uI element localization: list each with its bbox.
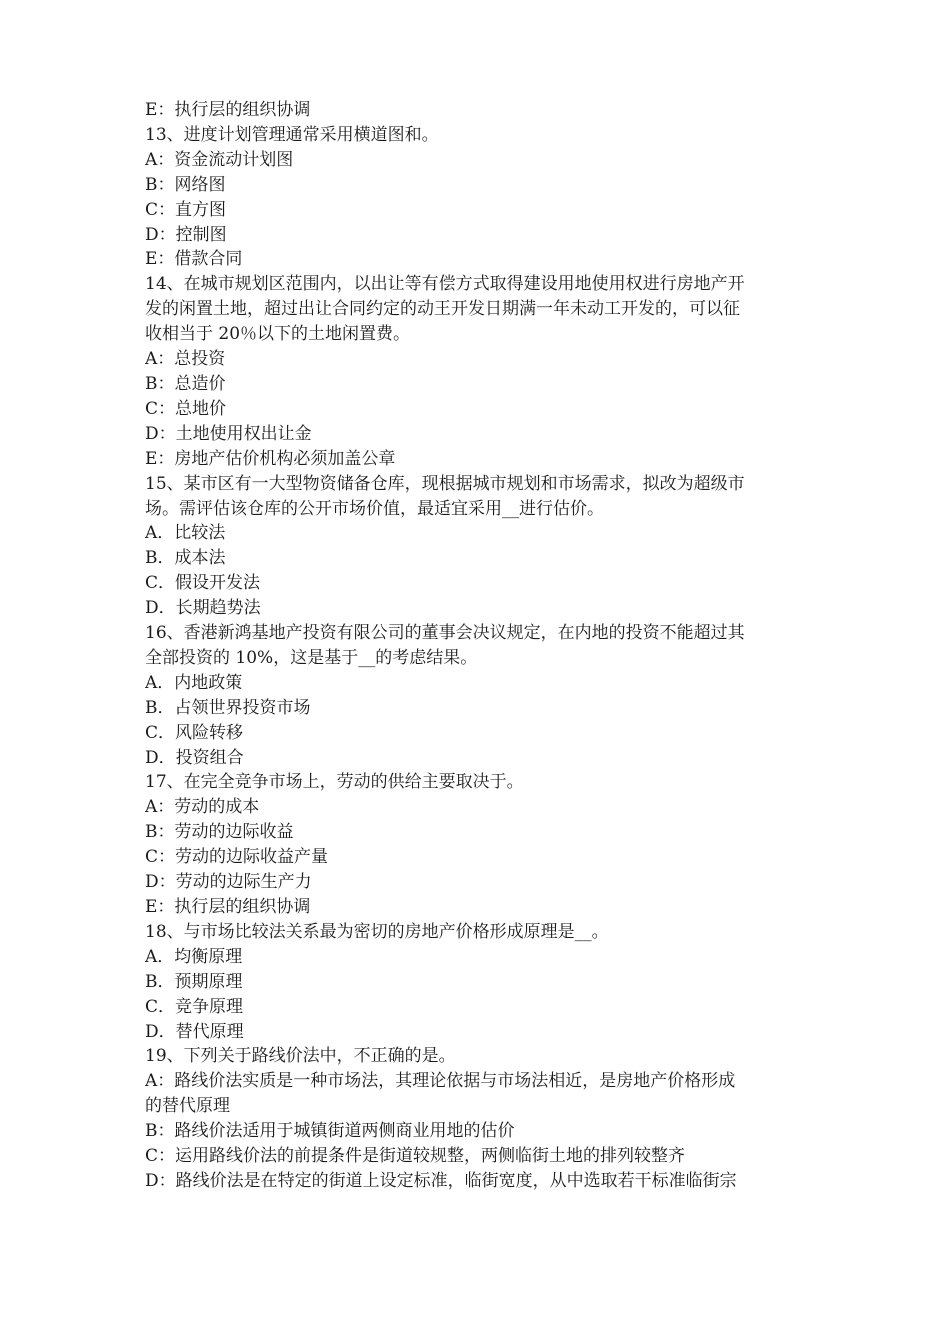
text-line: B：网络图 (145, 174, 226, 195)
text-line: C：运用路线价法的前提条件是街道较规整，两侧临街土地的排列较整齐 (145, 1146, 686, 1167)
text-line: D：劳动的边际生产力 (145, 872, 312, 893)
text-line: B．占领世界投资市场 (145, 697, 311, 718)
text-line: D．投资组合 (145, 747, 244, 768)
text-line: 全部投资的 10%，这是基于__的考虑结果。 (145, 647, 478, 668)
text-line: B．成本法 (145, 548, 226, 569)
text-line: E：房地产估价机构必须加盖公章 (145, 448, 396, 469)
text-line: B：路线价法适用于城镇街道两侧商业用地的估价 (145, 1121, 515, 1142)
text-line: 13、进度计划管理通常采用横道图和。 (145, 124, 439, 145)
text-line: 18、与市场比较法关系最为密切的房地产价格形成原理是__。 (145, 921, 609, 942)
document-body (145, 98, 813, 1194)
text-line: 的替代原理 (145, 1096, 230, 1117)
text-line: 17、在完全竞争市场上，劳动的供给主要取决于。 (145, 772, 524, 793)
text-line: C：总地价 (145, 398, 227, 419)
text-line: C．假设开发法 (145, 573, 261, 594)
text-line: B：劳动的边际收益 (145, 822, 294, 843)
text-line: 场。需评估该仓库的公开市场价值，最适宜采用__进行估价。 (145, 498, 604, 519)
text-line: A：路线价法实质是一种市场法，其理论依据与市场法相近，是房地产价格形成 (145, 1071, 736, 1092)
text-line: A．均衡原理 (145, 946, 243, 967)
text-line: A．比较法 (145, 523, 226, 544)
text-line: E：执行层的组织协调 (145, 100, 311, 120)
text-line: 19、下列关于路线价法中，不正确的是。 (145, 1046, 456, 1067)
text-line: C：劳动的边际收益产量 (145, 847, 329, 868)
text-line: C．风险转移 (145, 722, 244, 743)
text-line: C．竞争原理 (145, 996, 244, 1017)
text-line: B：总造价 (145, 373, 226, 394)
text-line: A：资金流动计划图 (145, 149, 294, 170)
text-line: D．替代原理 (145, 1021, 244, 1042)
text-line: A：总投资 (145, 349, 226, 370)
text-line: A：劳动的成本 (145, 797, 260, 818)
text-line: 收相当于 20％以下的土地闲置费。 (145, 324, 411, 345)
text-line: D：控制图 (145, 224, 227, 245)
text-line: D：路线价法是在特定的街道上设定标准，临街宽度，从中选取若干标准临街宗 (145, 1170, 737, 1191)
text-line: 14、在城市规划区范围内，以出让等有偿方式取得建设用地使用权进行房地产开 (145, 274, 745, 295)
text-line: D：土地使用权出让金 (145, 423, 312, 444)
text-line: E：执行层的组织协调 (145, 897, 311, 917)
text-line: D．长期趋势法 (145, 598, 261, 619)
text-line: B．预期原理 (145, 971, 243, 992)
text-line: C：直方图 (145, 199, 227, 220)
text-line: 15、某市区有一大型物资储备仓库，现根据城市规划和市场需求，拟改为超级市 (145, 473, 745, 494)
text-line: A．内地政策 (145, 672, 243, 693)
text-line: E：借款合同 (145, 249, 243, 270)
text-line: 发的闲置土地，超过出让合同约定的动王开发日期满一年未动工开发的，可以征 (145, 299, 740, 320)
text-line: 16、香港新鸿基地产投资有限公司的董事会决议规定，在内地的投资不能超过其 (145, 623, 745, 644)
